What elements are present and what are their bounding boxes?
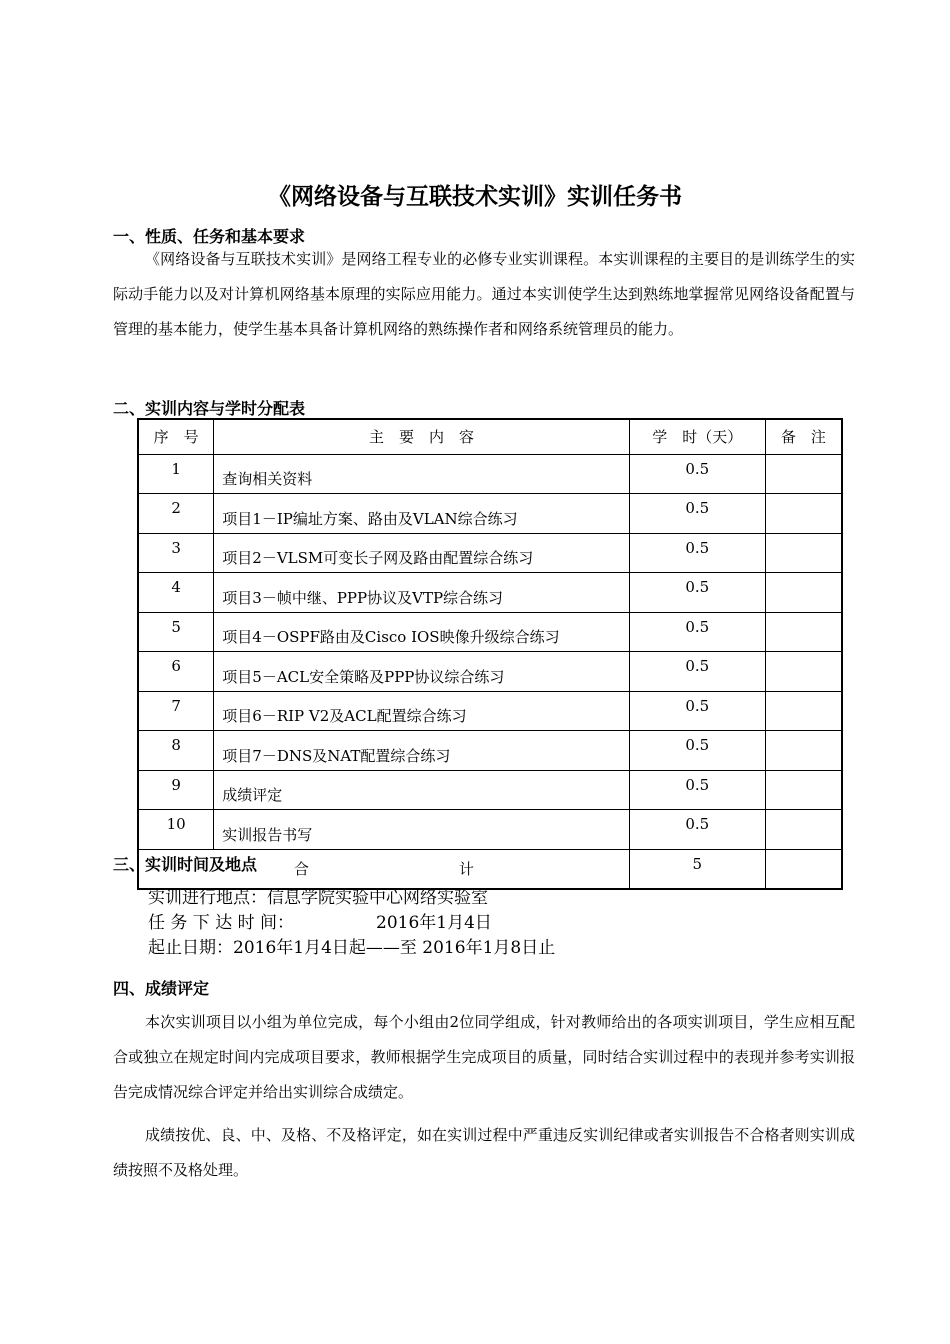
table-row: [138, 691, 842, 731]
section4-paragraph-2: 成绩按优、良、中、及格、不及格评定，如在实训过程中严重违反实训纪律或者实训报告不合格者则实训成绩按照不及格处理。: [113, 1126, 855, 1179]
row-note: [765, 494, 842, 534]
section3-heading: 三、实训时间及地点: [113, 855, 258, 874]
row-hours: 0.5: [629, 573, 765, 613]
row-note: [765, 612, 842, 652]
row-hours: 0.5: [629, 691, 765, 731]
row-note: [765, 533, 842, 573]
row-note: [765, 652, 842, 692]
row-content: 项目1－IP编址方案、路由及VLAN综合练习: [214, 494, 629, 534]
row-no: 6: [138, 652, 214, 692]
section1-paragraph: 《网络设备与互联技术实训》是网络工程专业的必修专业实训课程。本实训课程的主要目的是训练学生的实际动手能力以及对计算机网络基本原理的实际应用能力。通过本实训使学生达到熟练地掌握常见网络设备配置与管理的基本能力，使学生基本具备计算机网络的熟练操作者和网络系统管理员的能力。: [113, 250, 855, 338]
header-content: 主 要 内 容: [214, 419, 629, 454]
row-content: 项目7－DNS及NAT配置综合练习: [214, 731, 629, 771]
total-hours: 5: [629, 849, 765, 889]
row-content: 项目4－OSPF路由及Cisco IOS映像升级综合练习: [214, 612, 629, 652]
row-content: 项目5－ACL安全策略及PPP协议综合练习: [214, 652, 629, 692]
table-row: [138, 652, 842, 692]
table-row: [138, 612, 842, 652]
table-row: [138, 494, 842, 534]
row-note: [765, 454, 842, 494]
table-row: [138, 731, 842, 771]
row-note: [765, 691, 842, 731]
document-title: 《网络设备与互联技术实训》实训任务书: [268, 184, 682, 210]
row-note: [765, 731, 842, 771]
row-hours: 0.5: [629, 652, 765, 692]
row-no: 4: [138, 573, 214, 613]
table-row: [138, 770, 842, 810]
table-header-row: [138, 419, 842, 454]
row-content: 成绩评定: [214, 770, 629, 810]
row-hours: 0.5: [629, 731, 765, 771]
row-no: 2: [138, 494, 214, 534]
row-no: 10: [138, 810, 214, 850]
row-no: 1: [138, 454, 214, 494]
row-hours: 0.5: [629, 494, 765, 534]
schedule-table: [137, 418, 843, 890]
period-line: 起止日期：2016年1月4日起——至 2016年1月8日止: [148, 938, 556, 958]
table-row: [138, 454, 842, 494]
section4-heading: 四、成绩评定: [113, 979, 210, 998]
total-note: [765, 849, 842, 889]
row-content: 项目3－帧中继、PPP协议及VTP综合练习: [214, 573, 629, 613]
row-hours: 0.5: [629, 612, 765, 652]
section1-heading: 一、性质、任务和基本要求: [113, 227, 306, 246]
row-content: 查询相关资料: [214, 454, 629, 494]
row-no: 7: [138, 691, 214, 731]
section4-paragraph-1: 本次实训项目以小组为单位完成，每个小组由2位同学组成，针对教师给出的各项实训项目，学生应相互配合或独立在规定时间内完成项目要求，教师根据学生完成项目的质量，同时结合实训过程中的表现并参考实训报告完成情况综合评定并给出实训综合成绩定。: [113, 1013, 855, 1101]
section2-heading: 二、实训内容与学时分配表: [113, 399, 306, 418]
row-no: 3: [138, 533, 214, 573]
header-no: 序 号: [138, 419, 214, 454]
row-no: 9: [138, 770, 214, 810]
assign-line: [148, 912, 492, 935]
table-row: [138, 533, 842, 573]
header-hours: 学 时（天）: [629, 419, 765, 454]
row-note: [765, 770, 842, 810]
row-no: 8: [138, 731, 214, 771]
location-line: 实训进行地点：信息学院实验中心网络实验室: [148, 888, 488, 908]
row-content: 项目2－VLSM可变长子网及路由配置综合练习: [214, 533, 629, 573]
total-label: 合 计: [138, 849, 629, 889]
header-note: 备 注: [765, 419, 842, 454]
row-note: [765, 573, 842, 613]
row-no: 5: [138, 612, 214, 652]
row-hours: 0.5: [629, 454, 765, 494]
row-hours: 0.5: [629, 770, 765, 810]
table-row: [138, 810, 842, 850]
row-hours: 0.5: [629, 810, 765, 850]
row-note: [765, 810, 842, 850]
row-hours: 0.5: [629, 533, 765, 573]
assign-label: 任 务 下 达 时 间：: [148, 913, 295, 933]
assign-date: 2016年1月4日: [376, 913, 492, 933]
table-row: [138, 573, 842, 613]
row-content: 项目6－RIP V2及ACL配置综合练习: [214, 691, 629, 731]
row-content: 实训报告书写: [214, 810, 629, 850]
